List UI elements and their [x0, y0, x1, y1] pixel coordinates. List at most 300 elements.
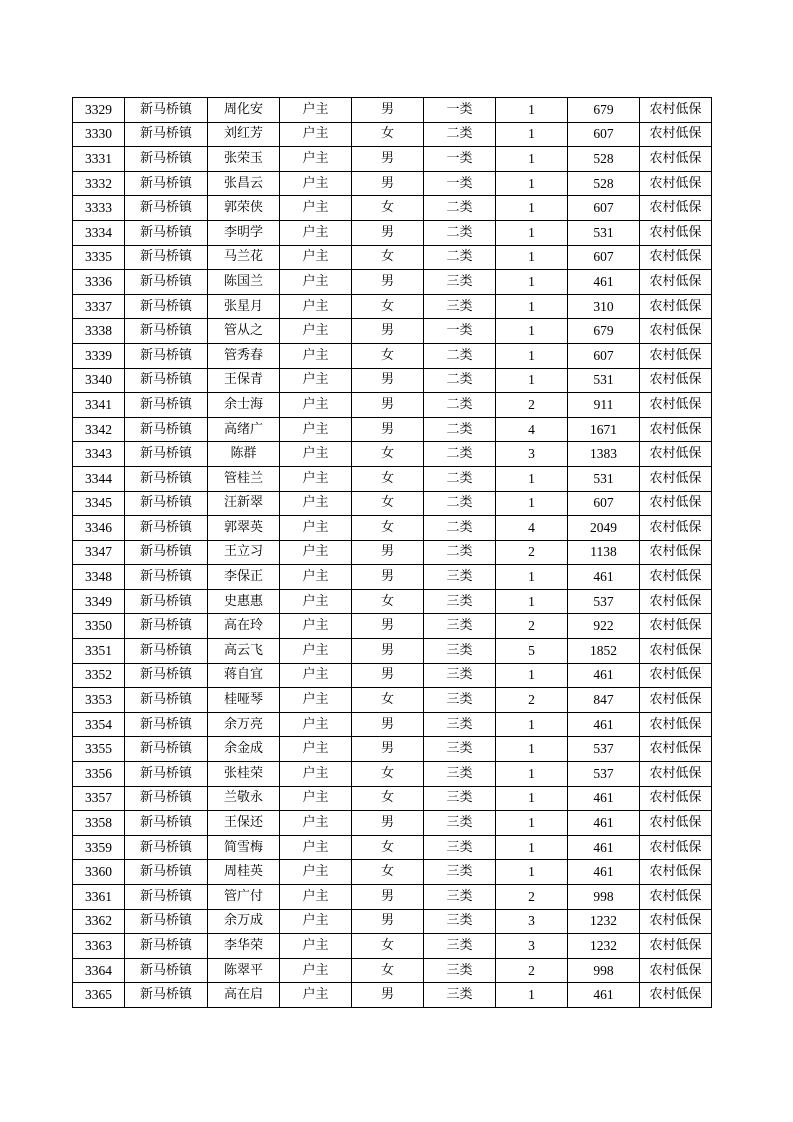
- gender-cell: 女: [352, 196, 424, 221]
- relationship-cell: 户主: [280, 835, 352, 860]
- township-cell: 新马桥镇: [125, 171, 208, 196]
- category-cell: 三类: [424, 565, 496, 590]
- serial-number-cell: 3350: [73, 614, 125, 639]
- amount-cell: 537: [568, 762, 640, 787]
- category-cell: 二类: [424, 393, 496, 418]
- relief-roster-table: [72, 97, 712, 1008]
- relationship-cell: 户主: [280, 614, 352, 639]
- name-cell: 王立习: [208, 540, 280, 565]
- name-cell: 余士海: [208, 393, 280, 418]
- township-cell: 新马桥镇: [125, 417, 208, 442]
- serial-number-cell: 3364: [73, 958, 125, 983]
- household-size-cell: 1: [496, 245, 568, 270]
- category-cell: 三类: [424, 934, 496, 959]
- township-cell: 新马桥镇: [125, 491, 208, 516]
- household-size-cell: 2: [496, 393, 568, 418]
- name-cell: 王保青: [208, 368, 280, 393]
- relief-type-cell: 农村低保: [640, 614, 712, 639]
- gender-cell: 女: [352, 516, 424, 541]
- serial-number-cell: 3343: [73, 442, 125, 467]
- household-size-cell: 2: [496, 958, 568, 983]
- serial-number-cell: 3336: [73, 270, 125, 295]
- category-cell: 三类: [424, 860, 496, 885]
- gender-cell: 女: [352, 122, 424, 147]
- township-cell: 新马桥镇: [125, 368, 208, 393]
- amount-cell: 1138: [568, 540, 640, 565]
- table-row: [73, 983, 712, 1008]
- table-row: [73, 958, 712, 983]
- serial-number-cell: 3332: [73, 171, 125, 196]
- table-row: [73, 343, 712, 368]
- name-cell: 汪新翠: [208, 491, 280, 516]
- table-row: [73, 466, 712, 491]
- category-cell: 一类: [424, 98, 496, 123]
- amount-cell: 528: [568, 147, 640, 172]
- relief-type-cell: 农村低保: [640, 245, 712, 270]
- relationship-cell: 户主: [280, 442, 352, 467]
- relief-type-cell: 农村低保: [640, 294, 712, 319]
- relationship-cell: 户主: [280, 786, 352, 811]
- category-cell: 三类: [424, 983, 496, 1008]
- household-size-cell: 1: [496, 368, 568, 393]
- relief-type-cell: 农村低保: [640, 712, 712, 737]
- name-cell: 兰敬永: [208, 786, 280, 811]
- serial-number-cell: 3338: [73, 319, 125, 344]
- gender-cell: 女: [352, 466, 424, 491]
- table-body: [73, 98, 712, 1008]
- gender-cell: 男: [352, 319, 424, 344]
- category-cell: 三类: [424, 270, 496, 295]
- relief-type-cell: 农村低保: [640, 786, 712, 811]
- name-cell: 史惠惠: [208, 589, 280, 614]
- household-size-cell: 1: [496, 565, 568, 590]
- serial-number-cell: 3339: [73, 343, 125, 368]
- household-size-cell: 1: [496, 196, 568, 221]
- serial-number-cell: 3353: [73, 688, 125, 713]
- gender-cell: 男: [352, 614, 424, 639]
- township-cell: 新马桥镇: [125, 196, 208, 221]
- amount-cell: 607: [568, 491, 640, 516]
- category-cell: 二类: [424, 368, 496, 393]
- table-row: [73, 442, 712, 467]
- gender-cell: 女: [352, 688, 424, 713]
- township-cell: 新马桥镇: [125, 270, 208, 295]
- category-cell: 三类: [424, 786, 496, 811]
- relief-type-cell: 农村低保: [640, 737, 712, 762]
- household-size-cell: 2: [496, 885, 568, 910]
- township-cell: 新马桥镇: [125, 909, 208, 934]
- gender-cell: 女: [352, 245, 424, 270]
- amount-cell: 607: [568, 196, 640, 221]
- serial-number-cell: 3341: [73, 393, 125, 418]
- household-size-cell: 1: [496, 98, 568, 123]
- household-size-cell: 1: [496, 319, 568, 344]
- relationship-cell: 户主: [280, 98, 352, 123]
- serial-number-cell: 3346: [73, 516, 125, 541]
- serial-number-cell: 3347: [73, 540, 125, 565]
- gender-cell: 男: [352, 811, 424, 836]
- serial-number-cell: 3365: [73, 983, 125, 1008]
- relationship-cell: 户主: [280, 319, 352, 344]
- gender-cell: 女: [352, 343, 424, 368]
- name-cell: 张荣玉: [208, 147, 280, 172]
- name-cell: 管从之: [208, 319, 280, 344]
- township-cell: 新马桥镇: [125, 958, 208, 983]
- serial-number-cell: 3357: [73, 786, 125, 811]
- table-row: [73, 122, 712, 147]
- amount-cell: 531: [568, 466, 640, 491]
- name-cell: 管广付: [208, 885, 280, 910]
- township-cell: 新马桥镇: [125, 147, 208, 172]
- gender-cell: 女: [352, 442, 424, 467]
- amount-cell: 911: [568, 393, 640, 418]
- relief-type-cell: 农村低保: [640, 343, 712, 368]
- household-size-cell: 1: [496, 983, 568, 1008]
- name-cell: 王保还: [208, 811, 280, 836]
- amount-cell: 998: [568, 885, 640, 910]
- amount-cell: 310: [568, 294, 640, 319]
- serial-number-cell: 3356: [73, 762, 125, 787]
- name-cell: 张桂荣: [208, 762, 280, 787]
- gender-cell: 男: [352, 712, 424, 737]
- amount-cell: 1852: [568, 639, 640, 664]
- relationship-cell: 户主: [280, 368, 352, 393]
- category-cell: 二类: [424, 417, 496, 442]
- household-size-cell: 1: [496, 786, 568, 811]
- gender-cell: 男: [352, 270, 424, 295]
- household-size-cell: 1: [496, 491, 568, 516]
- category-cell: 二类: [424, 491, 496, 516]
- serial-number-cell: 3349: [73, 589, 125, 614]
- household-size-cell: 1: [496, 712, 568, 737]
- category-cell: 二类: [424, 516, 496, 541]
- relationship-cell: 户主: [280, 811, 352, 836]
- relationship-cell: 户主: [280, 270, 352, 295]
- name-cell: 余金成: [208, 737, 280, 762]
- serial-number-cell: 3363: [73, 934, 125, 959]
- table-row: [73, 712, 712, 737]
- category-cell: 三类: [424, 663, 496, 688]
- amount-cell: 847: [568, 688, 640, 713]
- table-row: [73, 639, 712, 664]
- amount-cell: 528: [568, 171, 640, 196]
- relief-type-cell: 农村低保: [640, 98, 712, 123]
- table-row: [73, 368, 712, 393]
- household-size-cell: 1: [496, 737, 568, 762]
- amount-cell: 461: [568, 786, 640, 811]
- amount-cell: 461: [568, 565, 640, 590]
- name-cell: 郭翠英: [208, 516, 280, 541]
- name-cell: 张昌云: [208, 171, 280, 196]
- relationship-cell: 户主: [280, 860, 352, 885]
- gender-cell: 女: [352, 589, 424, 614]
- amount-cell: 607: [568, 343, 640, 368]
- category-cell: 二类: [424, 122, 496, 147]
- township-cell: 新马桥镇: [125, 319, 208, 344]
- township-cell: 新马桥镇: [125, 811, 208, 836]
- township-cell: 新马桥镇: [125, 663, 208, 688]
- relief-type-cell: 农村低保: [640, 540, 712, 565]
- category-cell: 三类: [424, 688, 496, 713]
- relief-type-cell: 农村低保: [640, 589, 712, 614]
- table-row: [73, 540, 712, 565]
- table-row: [73, 835, 712, 860]
- relationship-cell: 户主: [280, 688, 352, 713]
- serial-number-cell: 3351: [73, 639, 125, 664]
- name-cell: 余万亮: [208, 712, 280, 737]
- relationship-cell: 户主: [280, 147, 352, 172]
- township-cell: 新马桥镇: [125, 737, 208, 762]
- township-cell: 新马桥镇: [125, 466, 208, 491]
- category-cell: 二类: [424, 245, 496, 270]
- relief-type-cell: 农村低保: [640, 368, 712, 393]
- gender-cell: 男: [352, 983, 424, 1008]
- category-cell: 三类: [424, 762, 496, 787]
- table-row: [73, 786, 712, 811]
- name-cell: 管桂兰: [208, 466, 280, 491]
- amount-cell: 461: [568, 983, 640, 1008]
- relationship-cell: 户主: [280, 417, 352, 442]
- relief-type-cell: 农村低保: [640, 688, 712, 713]
- household-size-cell: 4: [496, 516, 568, 541]
- relationship-cell: 户主: [280, 171, 352, 196]
- gender-cell: 男: [352, 417, 424, 442]
- township-cell: 新马桥镇: [125, 835, 208, 860]
- serial-number-cell: 3330: [73, 122, 125, 147]
- household-size-cell: 2: [496, 540, 568, 565]
- table-row: [73, 491, 712, 516]
- household-size-cell: 1: [496, 270, 568, 295]
- amount-cell: 461: [568, 835, 640, 860]
- relationship-cell: 户主: [280, 565, 352, 590]
- table-row: [73, 98, 712, 123]
- name-cell: 周桂英: [208, 860, 280, 885]
- relief-type-cell: 农村低保: [640, 958, 712, 983]
- name-cell: 高在玲: [208, 614, 280, 639]
- serial-number-cell: 3348: [73, 565, 125, 590]
- table-row: [73, 417, 712, 442]
- township-cell: 新马桥镇: [125, 122, 208, 147]
- township-cell: 新马桥镇: [125, 98, 208, 123]
- table-row: [73, 319, 712, 344]
- relief-type-cell: 农村低保: [640, 466, 712, 491]
- name-cell: 李华荣: [208, 934, 280, 959]
- table-row: [73, 294, 712, 319]
- relief-type-cell: 农村低保: [640, 516, 712, 541]
- serial-number-cell: 3360: [73, 860, 125, 885]
- gender-cell: 男: [352, 98, 424, 123]
- table-row: [73, 196, 712, 221]
- category-cell: 一类: [424, 171, 496, 196]
- relief-type-cell: 农村低保: [640, 934, 712, 959]
- relief-type-cell: 农村低保: [640, 811, 712, 836]
- gender-cell: 女: [352, 491, 424, 516]
- amount-cell: 922: [568, 614, 640, 639]
- name-cell: 高云飞: [208, 639, 280, 664]
- category-cell: 三类: [424, 909, 496, 934]
- category-cell: 一类: [424, 319, 496, 344]
- category-cell: 三类: [424, 712, 496, 737]
- table-row: [73, 270, 712, 295]
- table-row: [73, 220, 712, 245]
- name-cell: 周化安: [208, 98, 280, 123]
- serial-number-cell: 3344: [73, 466, 125, 491]
- relief-type-cell: 农村低保: [640, 196, 712, 221]
- amount-cell: 461: [568, 811, 640, 836]
- relationship-cell: 户主: [280, 663, 352, 688]
- relationship-cell: 户主: [280, 983, 352, 1008]
- household-size-cell: 1: [496, 147, 568, 172]
- gender-cell: 男: [352, 909, 424, 934]
- amount-cell: 461: [568, 712, 640, 737]
- table-row: [73, 589, 712, 614]
- table-row: [73, 811, 712, 836]
- township-cell: 新马桥镇: [125, 245, 208, 270]
- township-cell: 新马桥镇: [125, 220, 208, 245]
- table-row: [73, 171, 712, 196]
- relationship-cell: 户主: [280, 639, 352, 664]
- table-row: [73, 614, 712, 639]
- category-cell: 二类: [424, 196, 496, 221]
- relief-type-cell: 农村低保: [640, 270, 712, 295]
- relationship-cell: 户主: [280, 712, 352, 737]
- relationship-cell: 户主: [280, 958, 352, 983]
- name-cell: 简雪梅: [208, 835, 280, 860]
- name-cell: 张星月: [208, 294, 280, 319]
- relationship-cell: 户主: [280, 737, 352, 762]
- relationship-cell: 户主: [280, 540, 352, 565]
- relief-type-cell: 农村低保: [640, 319, 712, 344]
- household-size-cell: 2: [496, 614, 568, 639]
- gender-cell: 男: [352, 368, 424, 393]
- household-size-cell: 1: [496, 663, 568, 688]
- gender-cell: 男: [352, 737, 424, 762]
- relationship-cell: 户主: [280, 220, 352, 245]
- table-row: [73, 516, 712, 541]
- relief-type-cell: 农村低保: [640, 762, 712, 787]
- township-cell: 新马桥镇: [125, 639, 208, 664]
- serial-number-cell: 3334: [73, 220, 125, 245]
- name-cell: 刘红芳: [208, 122, 280, 147]
- table-row: [73, 909, 712, 934]
- serial-number-cell: 3361: [73, 885, 125, 910]
- serial-number-cell: 3335: [73, 245, 125, 270]
- household-size-cell: 1: [496, 343, 568, 368]
- serial-number-cell: 3352: [73, 663, 125, 688]
- relief-type-cell: 农村低保: [640, 983, 712, 1008]
- relief-type-cell: 农村低保: [640, 442, 712, 467]
- gender-cell: 男: [352, 565, 424, 590]
- township-cell: 新马桥镇: [125, 614, 208, 639]
- township-cell: 新马桥镇: [125, 393, 208, 418]
- township-cell: 新马桥镇: [125, 885, 208, 910]
- serial-number-cell: 3362: [73, 909, 125, 934]
- serial-number-cell: 3345: [73, 491, 125, 516]
- name-cell: 郭荣侠: [208, 196, 280, 221]
- category-cell: 三类: [424, 885, 496, 910]
- gender-cell: 女: [352, 835, 424, 860]
- serial-number-cell: 3359: [73, 835, 125, 860]
- household-size-cell: 3: [496, 934, 568, 959]
- amount-cell: 1232: [568, 909, 640, 934]
- township-cell: 新马桥镇: [125, 934, 208, 959]
- name-cell: 蒋自宜: [208, 663, 280, 688]
- township-cell: 新马桥镇: [125, 294, 208, 319]
- gender-cell: 男: [352, 147, 424, 172]
- household-size-cell: 1: [496, 762, 568, 787]
- gender-cell: 女: [352, 294, 424, 319]
- township-cell: 新马桥镇: [125, 516, 208, 541]
- household-size-cell: 5: [496, 639, 568, 664]
- serial-number-cell: 3331: [73, 147, 125, 172]
- category-cell: 三类: [424, 835, 496, 860]
- household-size-cell: 1: [496, 811, 568, 836]
- gender-cell: 男: [352, 220, 424, 245]
- relationship-cell: 户主: [280, 491, 352, 516]
- table-row: [73, 688, 712, 713]
- township-cell: 新马桥镇: [125, 589, 208, 614]
- category-cell: 三类: [424, 589, 496, 614]
- relief-type-cell: 农村低保: [640, 393, 712, 418]
- category-cell: 二类: [424, 466, 496, 491]
- household-size-cell: 1: [496, 122, 568, 147]
- township-cell: 新马桥镇: [125, 688, 208, 713]
- relief-type-cell: 农村低保: [640, 909, 712, 934]
- amount-cell: 537: [568, 589, 640, 614]
- name-cell: 陈国兰: [208, 270, 280, 295]
- amount-cell: 679: [568, 98, 640, 123]
- category-cell: 三类: [424, 811, 496, 836]
- relief-type-cell: 农村低保: [640, 663, 712, 688]
- amount-cell: 461: [568, 270, 640, 295]
- category-cell: 二类: [424, 220, 496, 245]
- relief-type-cell: 农村低保: [640, 171, 712, 196]
- serial-number-cell: 3354: [73, 712, 125, 737]
- serial-number-cell: 3358: [73, 811, 125, 836]
- name-cell: 桂哑琴: [208, 688, 280, 713]
- name-cell: 陈翠平: [208, 958, 280, 983]
- gender-cell: 女: [352, 786, 424, 811]
- relief-type-cell: 农村低保: [640, 122, 712, 147]
- table-row: [73, 885, 712, 910]
- relationship-cell: 户主: [280, 393, 352, 418]
- household-size-cell: 4: [496, 417, 568, 442]
- gender-cell: 女: [352, 934, 424, 959]
- relationship-cell: 户主: [280, 122, 352, 147]
- relationship-cell: 户主: [280, 196, 352, 221]
- relief-type-cell: 农村低保: [640, 860, 712, 885]
- amount-cell: 2049: [568, 516, 640, 541]
- name-cell: 余万成: [208, 909, 280, 934]
- household-size-cell: 3: [496, 909, 568, 934]
- table-row: [73, 762, 712, 787]
- serial-number-cell: 3340: [73, 368, 125, 393]
- name-cell: 李明学: [208, 220, 280, 245]
- relief-type-cell: 农村低保: [640, 639, 712, 664]
- gender-cell: 男: [352, 885, 424, 910]
- relationship-cell: 户主: [280, 909, 352, 934]
- table-row: [73, 245, 712, 270]
- category-cell: 一类: [424, 147, 496, 172]
- township-cell: 新马桥镇: [125, 442, 208, 467]
- amount-cell: 607: [568, 245, 640, 270]
- amount-cell: 461: [568, 663, 640, 688]
- serial-number-cell: 3355: [73, 737, 125, 762]
- household-size-cell: 1: [496, 294, 568, 319]
- serial-number-cell: 3342: [73, 417, 125, 442]
- gender-cell: 男: [352, 663, 424, 688]
- township-cell: 新马桥镇: [125, 762, 208, 787]
